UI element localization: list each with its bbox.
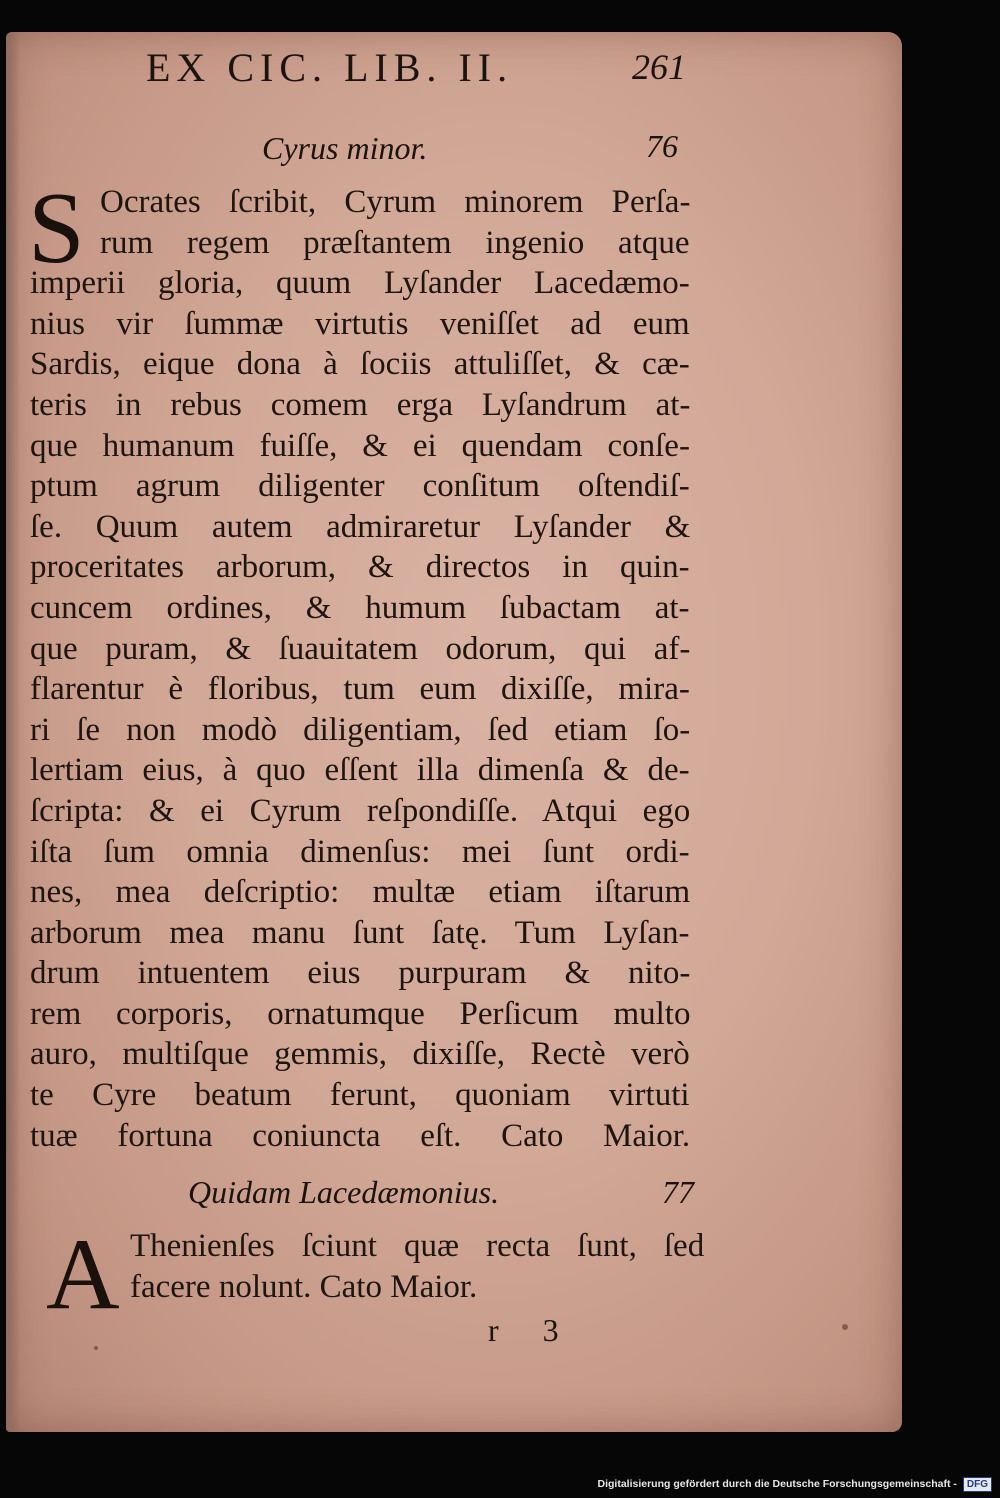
text-line: rum regem præſtantem ingenio atque <box>100 224 690 261</box>
page-header <box>146 44 686 104</box>
text-line: proceritates arborum, & directos in quin- <box>30 549 690 586</box>
text-line: Thenienſes ſciunt quæ recta ſunt, ſed <box>130 1228 705 1264</box>
dfg-logo-icon: DFG <box>963 1477 992 1492</box>
section-heading: Quidam Lacedæmonius. <box>188 1174 500 1210</box>
section-text <box>130 1226 704 1307</box>
section-number: 77 <box>662 1174 694 1210</box>
text-line: imperii gloria, quum Lyſander Lacedæmo- <box>30 265 690 302</box>
text-line: te Cyre beatum ferunt, quoniam virtuti <box>30 1077 690 1114</box>
text-line: drum intuentem eius purpuram & nito- <box>30 955 691 992</box>
footer <box>598 1474 993 1494</box>
text-line: ſcripta: & ei Cyrum reſpondiſſe. Atqui ego <box>30 792 691 829</box>
text-line: ri ſe non modò diligentiam, ſed etiam ſo- <box>30 711 691 748</box>
text-line: flarentur è floribus, tum eum dixiſſe, mira- <box>30 671 690 708</box>
text-line: nius vir ſummæ virtutis veniſſet ad eum <box>30 305 690 342</box>
text-line: que humanum fuiſſe, & ei quendam conſe- <box>30 427 690 464</box>
footer-credit: Digitalisierung gefördert durch die Deutsche Forschungsgemeinschaft - <box>597 1478 957 1490</box>
text-line: facere nolunt. Cato Maior. <box>130 1268 478 1305</box>
running-head: EX CIC. LIB. II. <box>146 45 514 90</box>
page-blemish <box>842 1324 848 1330</box>
text-line: ſe. Quum autem admiraretur Lyſander & <box>30 508 691 545</box>
text-line: que puram, & ſuauitatem odorum, qui af- <box>30 630 691 667</box>
text-line: lertiam eius, à quo eſſent illa dimenſa & de- <box>30 752 690 789</box>
text-line: tuæ fortuna coniuncta eſt. Cato Maior. <box>30 1117 691 1154</box>
drop-cap: A <box>46 1218 120 1331</box>
text-line: Sardis, eique dona à ſociis attuliſſet, & cæ- <box>30 346 690 383</box>
text-line: nes, mea deſcriptio: multæ etiam iſtarum <box>30 874 691 911</box>
text-line: arborum mea manu ſunt ſatę. Tum Lyſan- <box>30 914 690 951</box>
page-number: 261 <box>632 47 686 87</box>
signature-mark: r 3 <box>488 1312 577 1348</box>
text-line: ptum agrum diligenter conſitum oſtendiſ- <box>30 468 690 505</box>
page-blemish <box>94 1346 98 1350</box>
drop-cap: S <box>28 172 85 285</box>
section-text <box>30 182 690 1156</box>
text-line: iſta ſum omnia dimenſus: mei ſunt ordi- <box>30 833 690 870</box>
section-heading: Cyrus minor. <box>262 130 428 166</box>
text-line: Ocrates ſcribit, Cyrum minorem Perſa- <box>100 184 691 220</box>
text-line: cuncem ordines, & humum ſubactam at- <box>30 589 690 626</box>
section-number: 76 <box>646 128 678 164</box>
text-line: teris in rebus comem erga Lyſandrum at- <box>30 386 691 423</box>
text-line: auro, multiſque gemmis, dixiſſe, Rectè verò <box>30 1036 690 1073</box>
text-line: rem corporis, ornatumque Perſicum multo <box>30 995 691 1032</box>
